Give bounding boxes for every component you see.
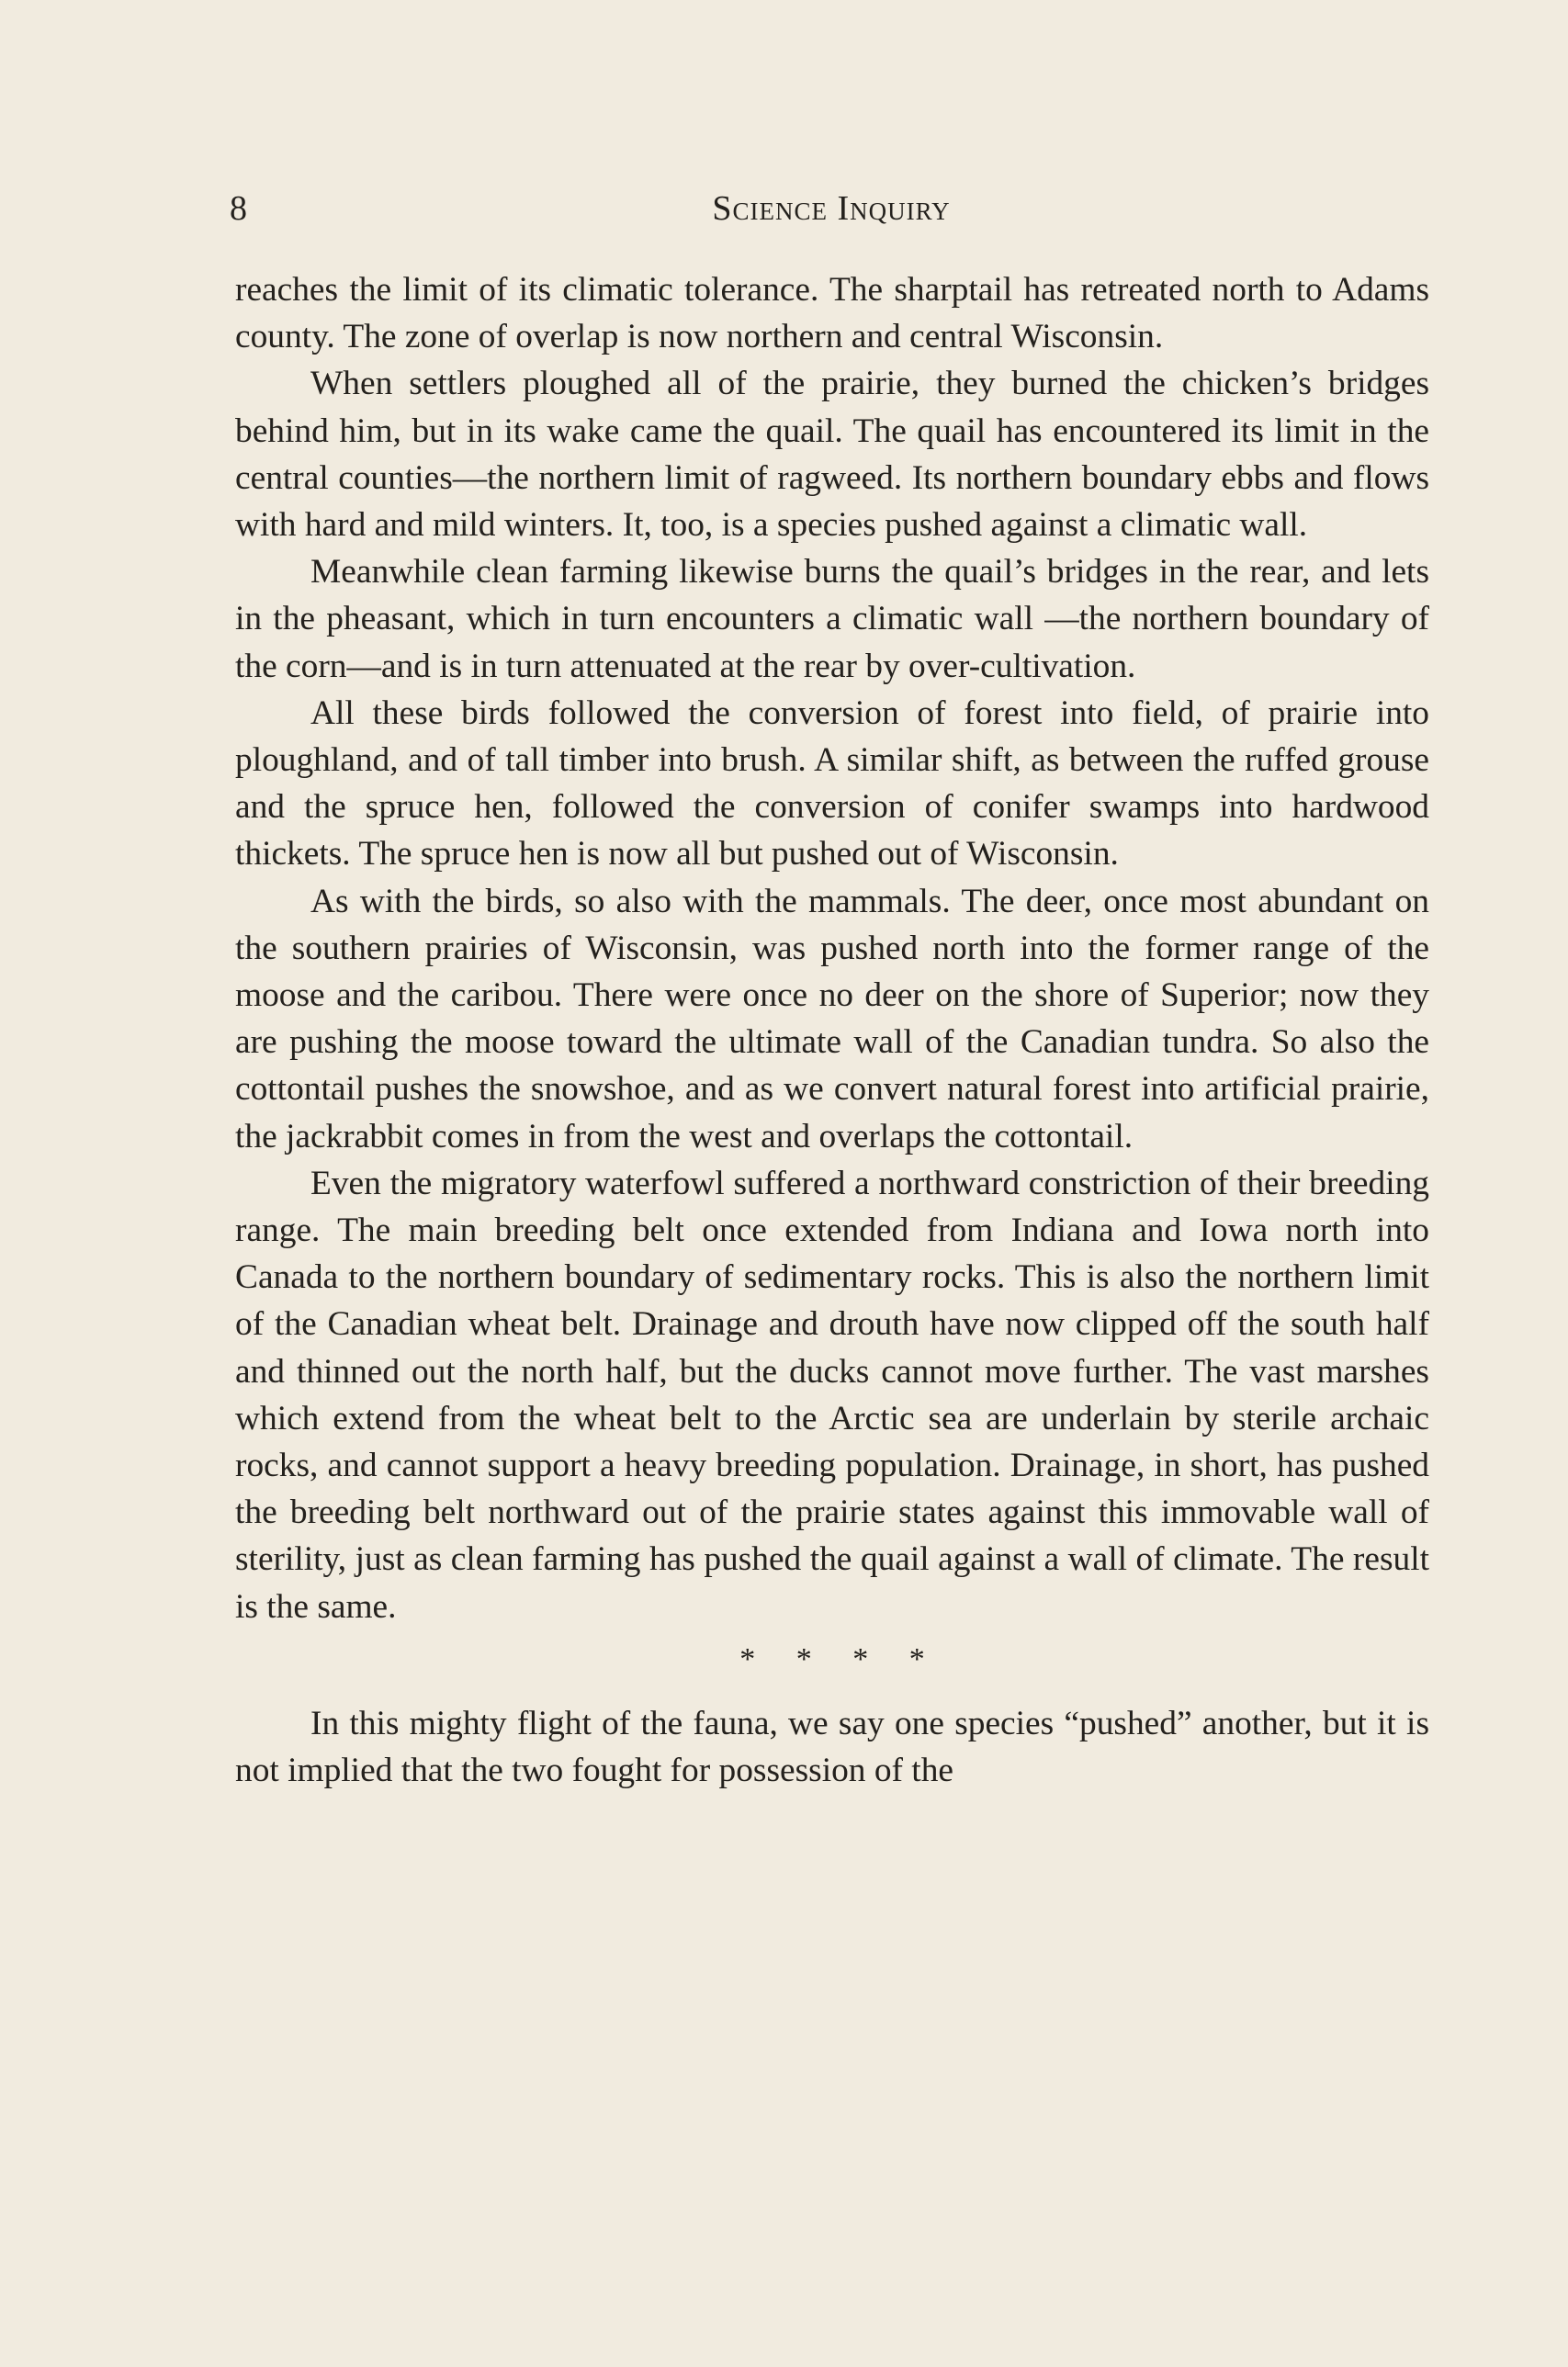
page-header [230,188,1433,243]
running-head: Science Inquiry [712,189,951,228]
paragraph-continued: reaches the limit of its climatic tolerance. The sharptail has retreated north to Adams county. The zone of overlap is now northern and central Wisconsin. [235,271,1429,356]
paragraph: Meanwhile clean farming likewise burns the quail’s bridges in the rear, and lets in the pheasant, which in turn encounters a climatic wall —the northern boundary of the corn—and is in turn attenuated at the rear by over-cultivation. [235,553,1429,685]
paragraph: Even the migratory waterfowl suffered a northward constriction of their breeding range. The main breeding belt once extended from Indiana and Iowa north into Canada to the northern boundary of sedimentary rocks. This is also the northern limit of the Canadian wheat belt. Drainage and drouth have now clipped off the south half and thinned out the north half, but the ducks cannot move further. The vast marshes which extend from the wheat belt to the Arctic sea are underlain by sterile archaic rocks, and cannot support a heavy breeding population. Drainage, in short, has pushed the breeding belt northward out of the prairie states against this immovable wall of sterility, just as clean farming has pushed the quail against a wall of climate. The result is the same. [235,1164,1429,1626]
paragraph: As with the birds, so also with the mammals. The deer, once most abundant on the southern prairies of Wisconsin, was pushed north into the former range of the moose and the caribou. There were once no deer on the shore of Superior; now they are pushing the moose toward the ultimate wall of the Canadian tundra. So also the cottontail pushes the snowshoe, and as we convert natural forest into artificial prairie, the jackrabbit comes in from the west and overlaps the cottontail. [235,882,1429,1155]
paragraph: When settlers ploughed all of the prairie, they burned the chicken’s bridges behind him, but in its wake came the quail. The quail has encountered its limit in the central counties—the northern limit of ragweed. Its northern boundary ebbs and flows with hard and mild winters. It, too, is a species pushed against a climatic wall. [235,365,1429,545]
paragraph: In this mighty flight of the fauna, we say one species “pushed” another, but it is not implied that the two fought for possession of the [235,1704,1429,1790]
section-break: * * * * [739,1641,942,1676]
page-number: 8 [230,189,247,228]
body-text [235,266,1429,1794]
paragraph: All these birds followed the conversion of forest into field, of prairie into ploughland, and of tall timber into brush. A similar shift, as between the ruffed grouse and the spruce hen, followed the conversion of conifer swamps into hardwood thickets. The spruce hen is now all but pushed out of Wisconsin. [235,693,1429,874]
